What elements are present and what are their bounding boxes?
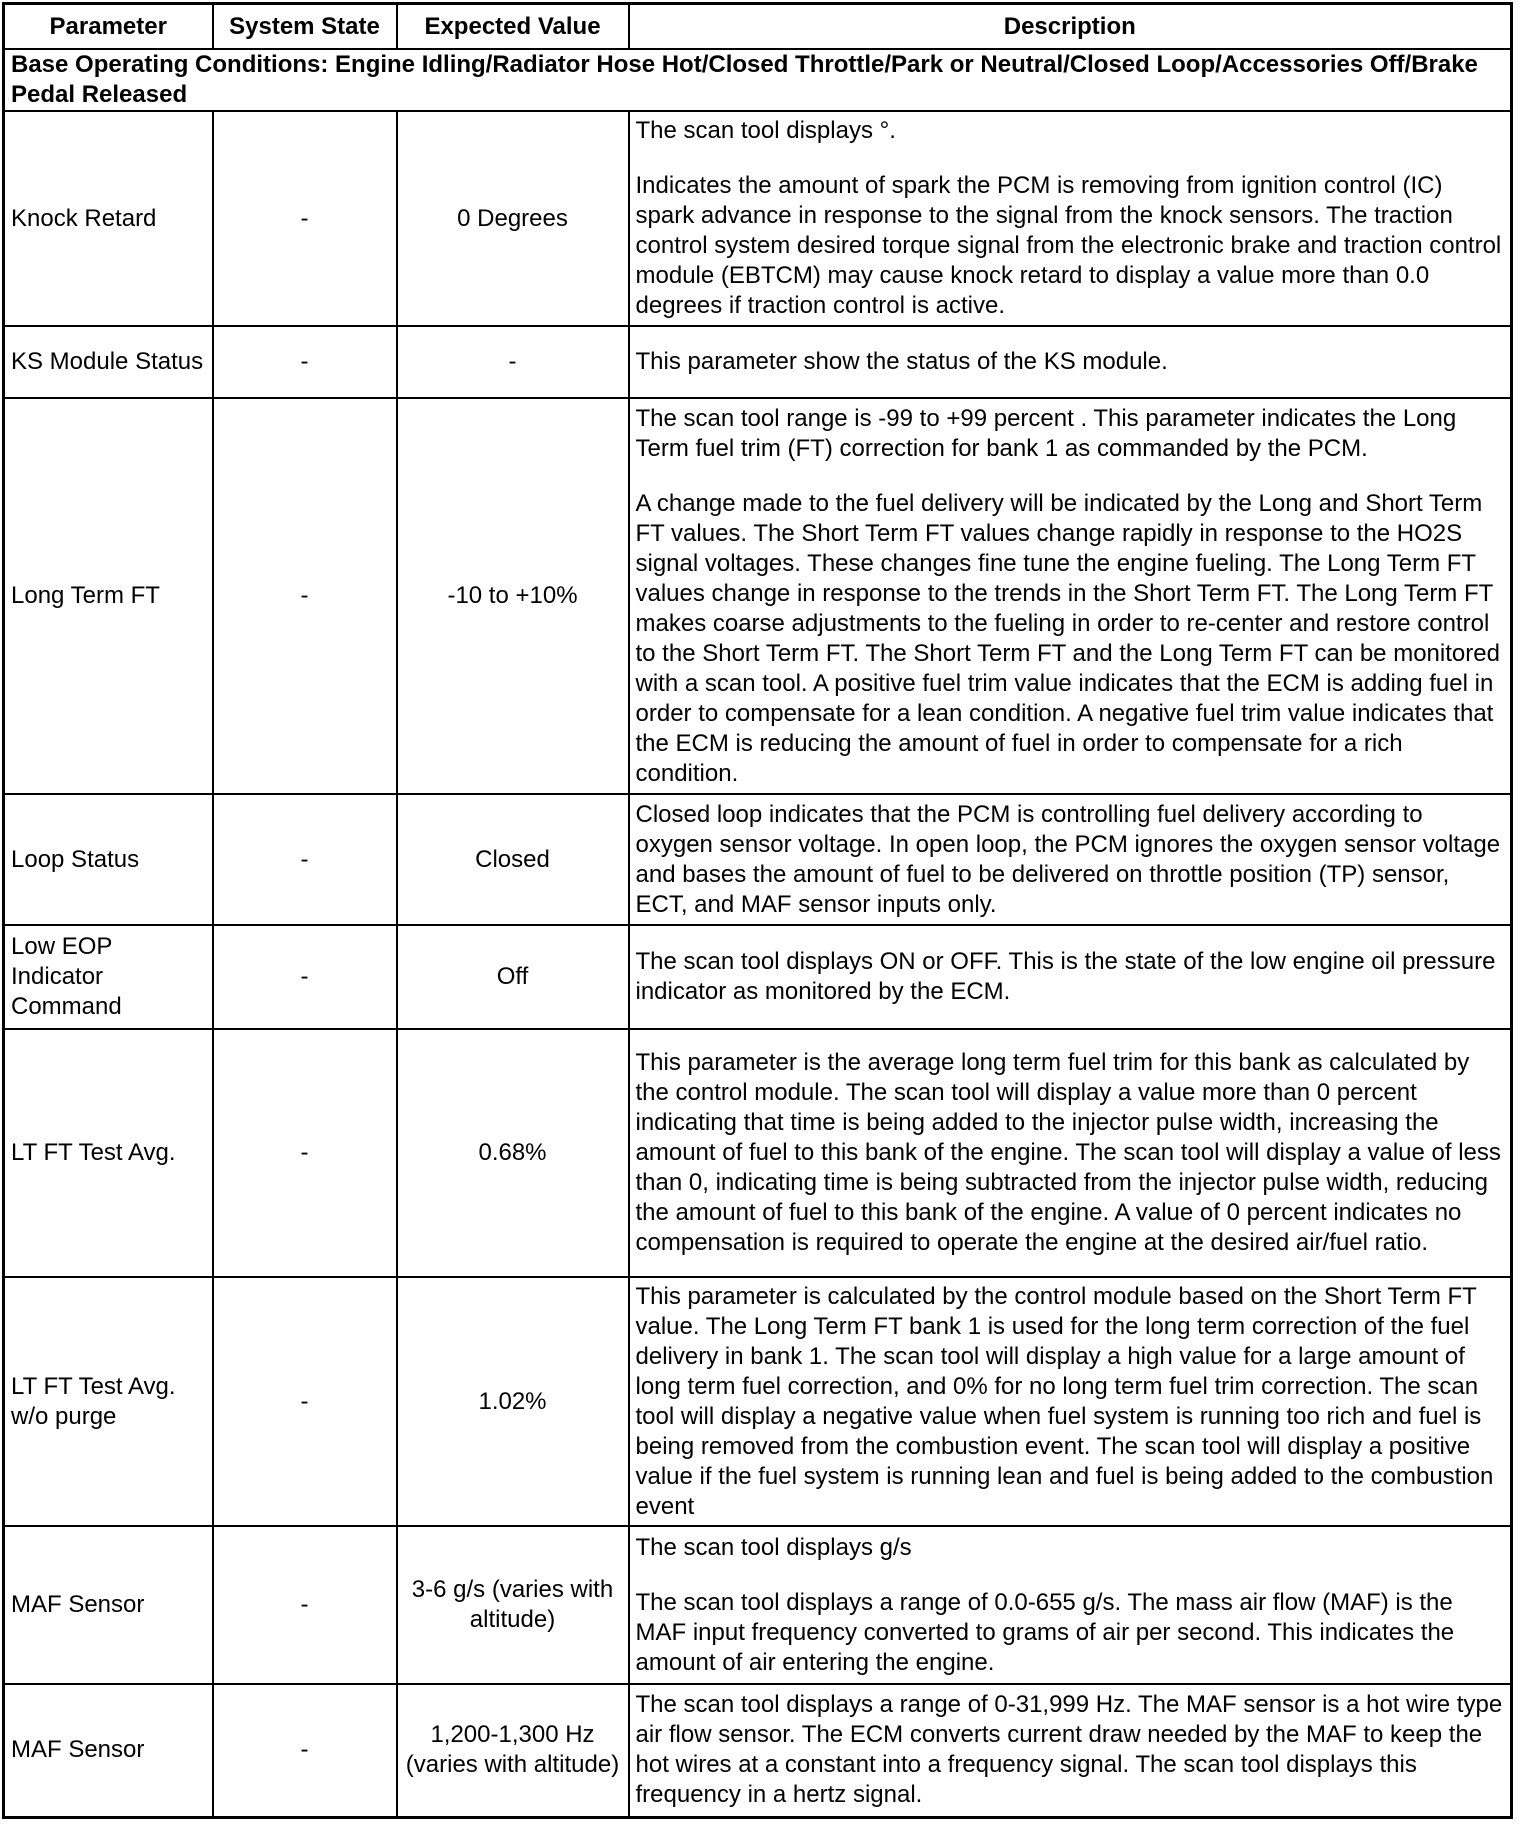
header-row <box>4 4 1512 50</box>
description-cell <box>629 794 1512 925</box>
description-cell <box>629 1684 1512 1817</box>
description-cell <box>629 1029 1512 1277</box>
table-row <box>4 326 1512 398</box>
expected-value-cell: Closed <box>397 794 629 925</box>
parameter-cell: MAF Sensor <box>4 1526 213 1684</box>
system-state-cell: - <box>213 1277 397 1526</box>
description-paragraph: The scan tool displays ON or OFF. This is the state of the low engine oil pressure indicator as monitored by the ECM. <box>635 948 1496 1005</box>
description-paragraph: The scan tool range is -99 to +99 percent . This parameter indicates the Long Term fuel trim (FT) correction for bank 1 as commanded by the PCM. <box>635 404 1457 462</box>
parameter-cell: Loop Status <box>4 794 213 925</box>
description-paragraph: This parameter is calculated by the control module based on the Short Term FT value. The Long Term FT bank 1 is used for the long term correction of the fuel delivery in bank 1. The scan tool will display a high value for a large amount of long term fuel correction, and 0% for no long term fuel trim correction. The scan tool will display a negative value when fuel system is running too rich and fuel is being removed from the combustion event. The scan tool will display a positive value if the fuel system is running lean and fuel is being added to the combustion event <box>635 1282 1494 1520</box>
description-paragraph: This parameter show the status of the KS module. <box>635 348 1168 375</box>
expected-value-cell: Off <box>397 925 629 1029</box>
system-state-cell: - <box>213 1526 397 1684</box>
system-state-cell: - <box>213 398 397 794</box>
system-state-cell: - <box>213 326 397 398</box>
table-row <box>4 398 1512 794</box>
table-row <box>4 1277 1512 1526</box>
description-cell <box>629 1277 1512 1526</box>
description-cell <box>629 925 1512 1029</box>
description-paragraph: This parameter is the average long term fuel trim for this bank as calculated by the control module. The scan tool will display a value more than 0 percent indicating that time is being added to the injector pulse width, increasing the amount of fuel to this bank of the engine. The scan tool will display a value of less than 0, indicating time is being subtracted from the injector pulse width, reducing the amount of fuel to this bank of the engine. A value of 0 percent indicates no compensation is required to operate the engine at the desired air/fuel ratio. <box>635 1049 1501 1256</box>
description-paragraph: The scan tool displays °. <box>635 117 896 144</box>
parameter-cell: MAF Sensor <box>4 1684 213 1817</box>
parameter-cell: Knock Retard <box>4 111 213 326</box>
expected-value-cell: 0 Degrees <box>397 111 629 326</box>
conditions-row <box>4 49 1512 111</box>
description-cell <box>629 326 1512 398</box>
table-row <box>4 794 1512 925</box>
system-state-cell: - <box>213 1029 397 1277</box>
table-row <box>4 1526 1512 1684</box>
header-parameter: Parameter <box>4 4 213 50</box>
parameter-cell: Long Term FT <box>4 398 213 794</box>
description-paragraph: Indicates the amount of spark the PCM is removing from ignition control (IC) spark advance in response to the signal from the knock sensors. The traction control system desired torque signal from the electronic brake and traction control module (EBTCM) may cause knock retard to display a value more than 0.0 degrees if traction control is active. <box>635 172 1502 319</box>
table-row <box>4 111 1512 326</box>
parameter-cell: LT FT Test Avg. w/o purge <box>4 1277 213 1526</box>
description-paragraph: The scan tool displays g/s <box>635 1533 912 1561</box>
system-state-cell: - <box>213 925 397 1029</box>
description-paragraph: The scan tool displays a range of 0.0-655 g/s. The mass air flow (MAF) is the MAF input frequency converted to grams of air per second. This indicates the amount of air entering the engine. <box>635 1588 1455 1676</box>
table-row <box>4 1684 1512 1817</box>
parameter-cell: Low EOP Indicator Command <box>4 925 213 1029</box>
parameter-cell: KS Module Status <box>4 326 213 398</box>
system-state-cell: - <box>213 794 397 925</box>
system-state-cell: - <box>213 111 397 326</box>
description-cell <box>629 398 1512 794</box>
expected-value-cell: 0.68% <box>397 1029 629 1277</box>
parameter-table-document <box>2 2 1510 1819</box>
expected-value-cell: - <box>397 326 629 398</box>
header-description: Description <box>629 4 1512 50</box>
description-cell <box>629 1526 1512 1684</box>
description-paragraph: Closed loop indicates that the PCM is controlling fuel delivery according to oxygen sensor voltage. In open loop, the PCM ignores the oxygen sensor voltage and bases the amount of fuel to be delivered on throttle position (TP) sensor, ECT, and MAF sensor inputs only. <box>635 800 1501 918</box>
system-state-cell: - <box>213 1684 397 1817</box>
parameter-cell: LT FT Test Avg. <box>4 1029 213 1277</box>
expected-value-cell: -10 to +10% <box>397 398 629 794</box>
table-row <box>4 925 1512 1029</box>
scan-tool-parameter-table <box>2 2 1513 1819</box>
header-system-state: System State <box>213 4 397 50</box>
table-row <box>4 1029 1512 1277</box>
expected-value-cell: 3-6 g/s (varies with altitude) <box>397 1526 629 1684</box>
description-paragraph: A change made to the fuel delivery will be indicated by the Long and Short Term FT values. The Short Term FT values change rapidly in response to the HO2S signal voltages. These changes fine tune the engine fueling. The Long Term FT values change in response to the trends in the Short Term FT. The Long Term FT makes coarse adjustments to the fueling in order to re-center and restore control to the Short Term FT. The Short Term FT and the Long Term FT can be monitored with a scan tool. A positive fuel trim value indicates that the ECM is adding fuel in order to compensate for a lean condition. A negative fuel trim value indicates that the ECM is reducing the amount of fuel in order to compensate for a rich condition. <box>635 489 1500 787</box>
description-cell <box>629 111 1512 326</box>
header-expected-value: Expected Value <box>397 4 629 50</box>
expected-value-cell: 1,200-1,300 Hz (varies with altitude) <box>397 1684 629 1817</box>
expected-value-cell: 1.02% <box>397 1277 629 1526</box>
description-paragraph: The scan tool displays a range of 0-31,999 Hz. The MAF sensor is a hot wire type air flow sensor. The ECM converts current draw needed by the MAF to keep the hot wires at a constant into a frequency signal. The scan tool displays this frequency in a hertz signal. <box>635 1691 1503 1809</box>
base-operating-conditions: Base Operating Conditions: Engine Idling/Radiator Hose Hot/Closed Throttle/Park or Neutral/Closed Loop/Accessories Off/Brake Pedal Released <box>4 49 1512 111</box>
